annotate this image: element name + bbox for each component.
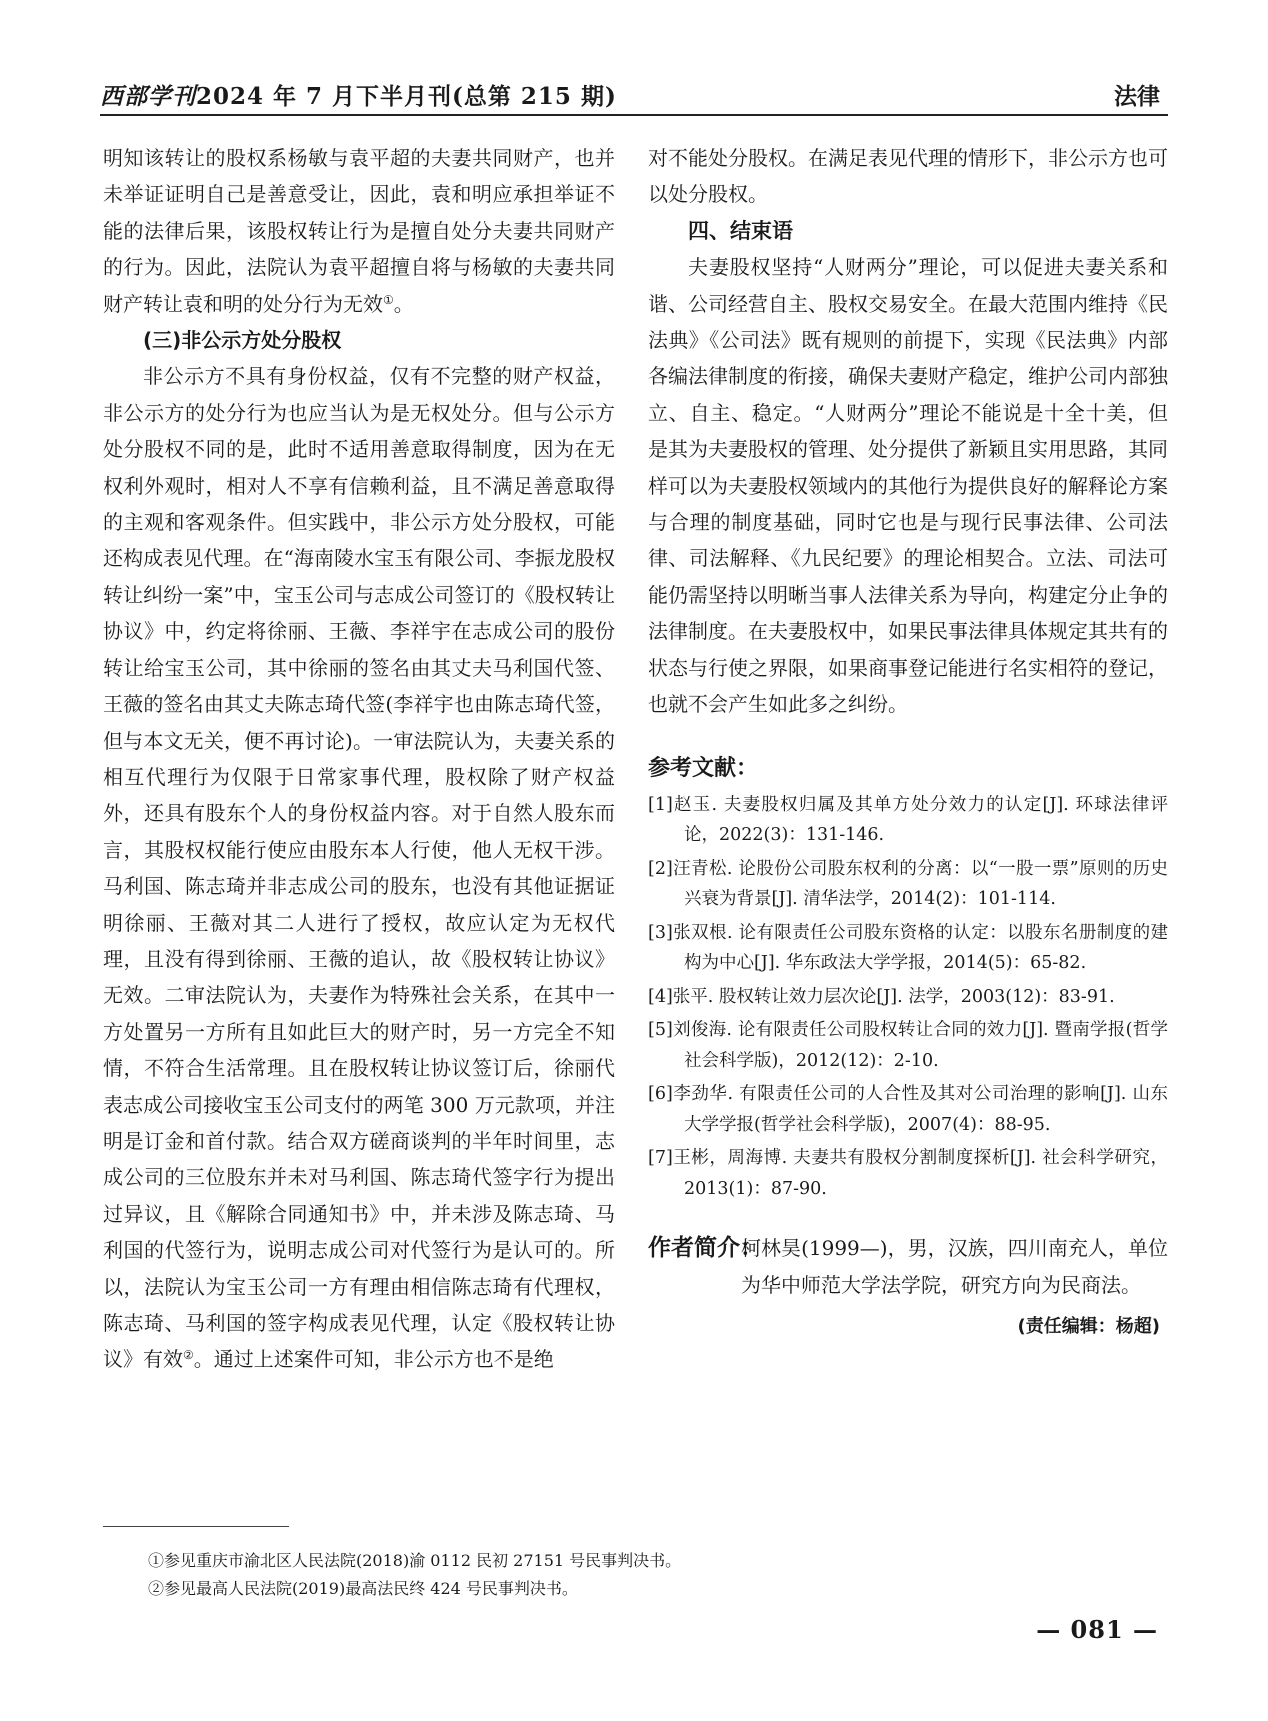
author-bio-label: 作者简介： [648,1235,763,1261]
reference-item: [2]汪青松. 论股份公司股东权利的分离：以“一股一票”原则的历史兴衰为背景[J]. 清华法学，2014(2)：101-114. [648,858,1168,909]
paragraph-text: 非公示方不具有身份权益，仅有不完整的财产权益，非公示方的处分行为也应当认为是无权处分。但与公示方处分股权不同的是，此时不适用善意取得制度，因为在无权利外观时，相对人不享有信赖利益，且不满足善意取得的主观和客观条件。但实践中，非公示方处分股权，可能还构成表见代理。在“海南陵水宝玉有限公司、李振龙股权转让纠纷一案”中，宝玉公司与志成公司签订的《股权转让协议》中，约定将徐丽、王薇、李祥宇在志成公司的股份转让给宝玉公司，其中徐丽的签名由其丈夫马利国代签、王薇的签名由其丈夫陈志琦代签(李祥宇也由陈志琦代签，但与本文无关，便不再讨论)。一审法院认为，夫妻关系的相互代理行为仅限于日常家事代理，股权除了财产权益外，还具有股东个人的身份权益内容。对于自然人股东而言，其股权权能行使应由股东本人行使，他人无权干涉。马利国、陈志琦并非志成公司的股东，也没有其他证据证明徐丽、王薇对其二人进行了授权，故应认定为无权代理，且没有得到徐丽、王薇的追认，故《股权转让协议》无效。二审法院认为，夫妻作为特殊社会关系，在其中一方处置另一方所有且如此巨大的财产时，另一方完全不知情，不符合生活常理。且在股权转让协议签订后，徐丽代表志成公司接收宝玉公司支付的两笔 300 万元款项，并注明是订金和首付款。结合双方磋商谈判的半年时间里，志成公司的三位股东并未对马利国、陈志琦代签字行为提出过异议，且《解除合同通知书》中，并未涉及陈志琦、马利国的代签行为，说明志成公司对代签行为是认可的。所以，法院认为宝玉公司一方有理由相信陈志琦有代理权，陈志琦、马利国的签字构成表见代理，认定《股权转让协议》有效 [103,364,615,1372]
footnote-ref[interactable]: ① [383,292,394,307]
author-bio-text: 柯林昊(1999—)，男，汉族，四川南充人，单位为华中师范大学法学院，研究方向为民商法。 [741,1236,1168,1297]
paragraph-text: 明知该转让的股权系杨敏与袁平超的夫妻共同财产，也并未举证证明自己是善意受让，因此，袁和明应承担举证不能的法律后果，该股权转让行为是擅自处分夫妻共同财产的行为。因此，法院认为袁平超擅自将与杨敏的夫妻共同财产转让袁和明的处分行为无效 [103,146,615,316]
footnote-ref[interactable]: ② [183,1348,194,1363]
reference-item: [5]刘俊海. 论有限责任公司股权转让合同的效力[J]. 暨南学报(哲学社会科学版)，2012(12)：2-10. [648,1020,1168,1071]
paragraph: 夫妻股权坚持“人财两分”理论，可以促进夫妻关系和谐、公司经营自主、股权交易安全。在最大范围内维持《民法典》《公司法》既有规则的前提下，实现《民法典》内部各编法律制度的衔接，确保夫妻财产稳定，维护公司内部独立、自主、稳定。“人财两分”理论不能说是十全十美，但是其为夫妻股权的管理、处分提供了新颖且实用思路，其同样可以为夫妻股权领域内的其他行为提供良好的解释论方案与合理的制度基础，同时它也是与现行民事法律、公司法律、司法解释、《九民纪要》的理论相契合。立法、司法可能仍需坚持以明晰当事人法律关系为导向，构建定分止争的法律制度。在夫妻股权中，如果民事法律具体规定其共有的状态与行使之界限，如果商事登记能进行名实相符的登记，也就不会产生如此多之纠纷。 [648,255,1168,717]
reference-item: [7]王彬，周海博. 夫妻共有股权分割制度探析[J]. 社会科学研究，2013(1)：87-90. [648,1148,1168,1199]
journal-logo: 西部学刊 [100,83,196,110]
page-header [100,76,1168,116]
page-number: — 081 — [1036,1615,1158,1644]
paragraph [103,358,615,1377]
section-heading: (三)非公示方处分股权 [143,328,342,353]
issue-info: 2024 年 7 月下半月刊(总第 215 期) [196,83,617,110]
paragraph [103,140,615,322]
references-title: 参考文献： [648,755,759,781]
reference-item: [6]李劲华. 有限责任公司的人合性及其对公司治理的影响[J]. 山东大学学报(哲学社会科学版)，2007(4)：88-95. [648,1084,1168,1135]
responsible-editor: (责任编辑：杨超) [1017,1316,1160,1337]
reference-item: [1]赵玉. 夫妻股权归属及其单方处分效力的认定[J]. 环球法律评论，2022(3)：131-146. [648,794,1168,845]
paragraph-text: 。通过上述案件可知，非公示方也不是绝 [193,1347,554,1372]
footnote-item: ①参见重庆市渝北区人民法院(2018)渝 0112 民初 27151 号民事判决书。 [148,1551,682,1570]
paragraph: 对不能处分股权。在满足表见代理的情形下，非公示方也可以处分股权。 [648,146,1168,207]
footnote-item: ②参见最高人民法院(2019)最高法民终 424 号民事判决书。 [148,1579,578,1598]
paragraph-text: 。 [393,291,414,316]
reference-list [648,790,1168,1205]
right-column [648,140,1168,1342]
footnotes [148,1547,1048,1603]
header-rule [100,114,1168,116]
footnote-rule [103,1526,289,1527]
section-tag: 法律 [1114,83,1160,110]
left-column [103,140,615,1378]
author-bio [648,1230,1168,1304]
journal-title [100,78,617,111]
reference-item: [3]张双根. 论有限责任公司股东资格的认定：以股东名册制度的建构为中心[J]. 华东政法大学学报，2014(5)：65-82. [648,922,1168,973]
section-heading: 四、结束语 [688,218,793,243]
reference-item: [4]张平. 股权转让效力层次论[J]. 法学，2003(12)：83-91. [648,986,1115,1007]
